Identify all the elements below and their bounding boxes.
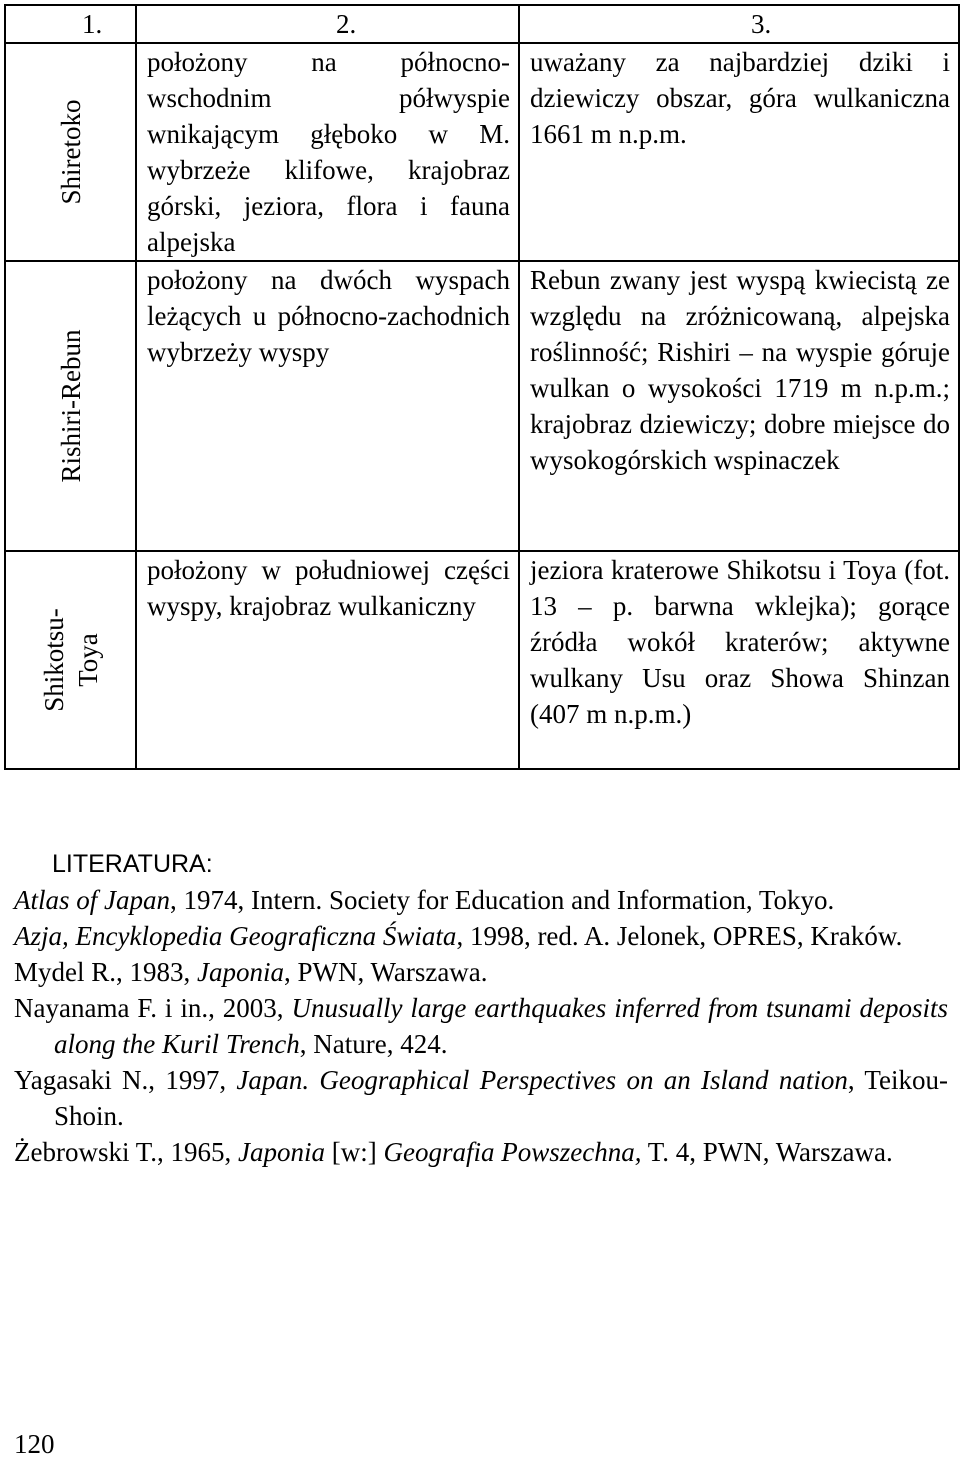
national-parks-table <box>4 4 960 770</box>
park-name: Rishiri-Rebun <box>55 329 86 483</box>
reference-details: T. 4, PWN, Warszawa. <box>641 1137 893 1167</box>
reference-connector: [w:] <box>324 1137 384 1167</box>
table-row <box>5 261 959 551</box>
park-name-cell <box>5 43 136 261</box>
reference-author: Mydel R., 1983, <box>14 957 198 987</box>
reference-title: Atlas of Japan <box>14 885 170 915</box>
park-name-line2: Toya <box>72 633 103 687</box>
page-number: 120 <box>14 1429 55 1459</box>
park-description: położony na dwóch wyspach leżących u północno-zachodnich wybrzeży wyspy <box>136 261 519 551</box>
reference-item <box>14 1134 948 1170</box>
table-row <box>5 551 959 769</box>
reference-title: Japonia <box>237 1137 325 1167</box>
reference-details: , Nature, 424. <box>299 1029 448 1059</box>
reference-item <box>14 918 948 954</box>
park-features: Rebun zwany jest wyspą kwiecistą ze względu na zróżnicowaną, alpejska roślinność; Rishiri – na wyspie góruje wulkan o wysokości 1719 m n.p.m.; krajobraz dziewiczy; dobre miejsce do wysokogórskich wspinaczek <box>519 261 959 551</box>
park-features: jeziora kraterowe Shikotsu i Toya (fot. 13 – p. barwna wklejka); gorące źródła wokół kraterów; aktywne wulkany Usu oraz Showa Shinzan (407 m n.p.m.) <box>519 551 959 769</box>
reference-details: , PWN, Warszawa. <box>284 957 488 987</box>
literature-section <box>14 846 948 1170</box>
column-number-1: 1. <box>5 5 136 43</box>
park-name-cell <box>5 261 136 551</box>
column-number-3: 3. <box>519 5 959 43</box>
reference-item <box>14 954 948 990</box>
reference-title: Japonia <box>197 957 285 987</box>
reference-author: Yagasaki N., 1997, <box>14 1065 237 1095</box>
reference-item <box>14 990 948 1062</box>
table-header-row <box>5 5 959 43</box>
park-name: Shiretoko <box>55 99 86 205</box>
reference-author: Żebrowski T., 1965, <box>14 1137 238 1167</box>
reference-title: Unusually large earthquakes inferred from tsunami deposits along the Kuril Trench <box>54 993 948 1059</box>
park-description: położony w południowej części wyspy, krajobraz wulkaniczny <box>136 551 519 769</box>
park-name-line1: Shikotsu- <box>38 608 69 712</box>
column-number-2: 2. <box>136 5 519 43</box>
reference-author: Nayanama F. i in., 2003, <box>14 993 292 1023</box>
literature-heading: LITERATURA: <box>52 850 213 878</box>
reference-details: , 1998, red. A. Jelonek, OPRES, Kraków. <box>456 921 903 951</box>
reference-item <box>14 1062 948 1134</box>
reference-title: Azja, Encyklopedia Geograficzna Świata <box>14 921 457 951</box>
park-name-cell <box>5 551 136 769</box>
park-description: położony na północno-wschodnim półwyspie wnikającym głęboko w M. wybrzeże klifowe, krajobraz górski, jeziora, flora i fauna alpejska <box>136 43 519 261</box>
reference-book-title: Geografia Powszechna, <box>383 1137 642 1167</box>
reference-details: , Teikou-Shoin. <box>54 1065 948 1131</box>
reference-item <box>14 882 948 918</box>
reference-title: Japan. Geographical Perspectives on an Island nation <box>236 1065 848 1095</box>
park-name <box>37 608 105 712</box>
park-features: uważany za najbardziej dziki i dziewiczy obszar, góra wulkaniczna 1661 m n.p.m. <box>519 43 959 261</box>
reference-details: , 1974, Intern. Society for Education and Information, Tokyo. <box>170 885 835 915</box>
table-row <box>5 43 959 261</box>
